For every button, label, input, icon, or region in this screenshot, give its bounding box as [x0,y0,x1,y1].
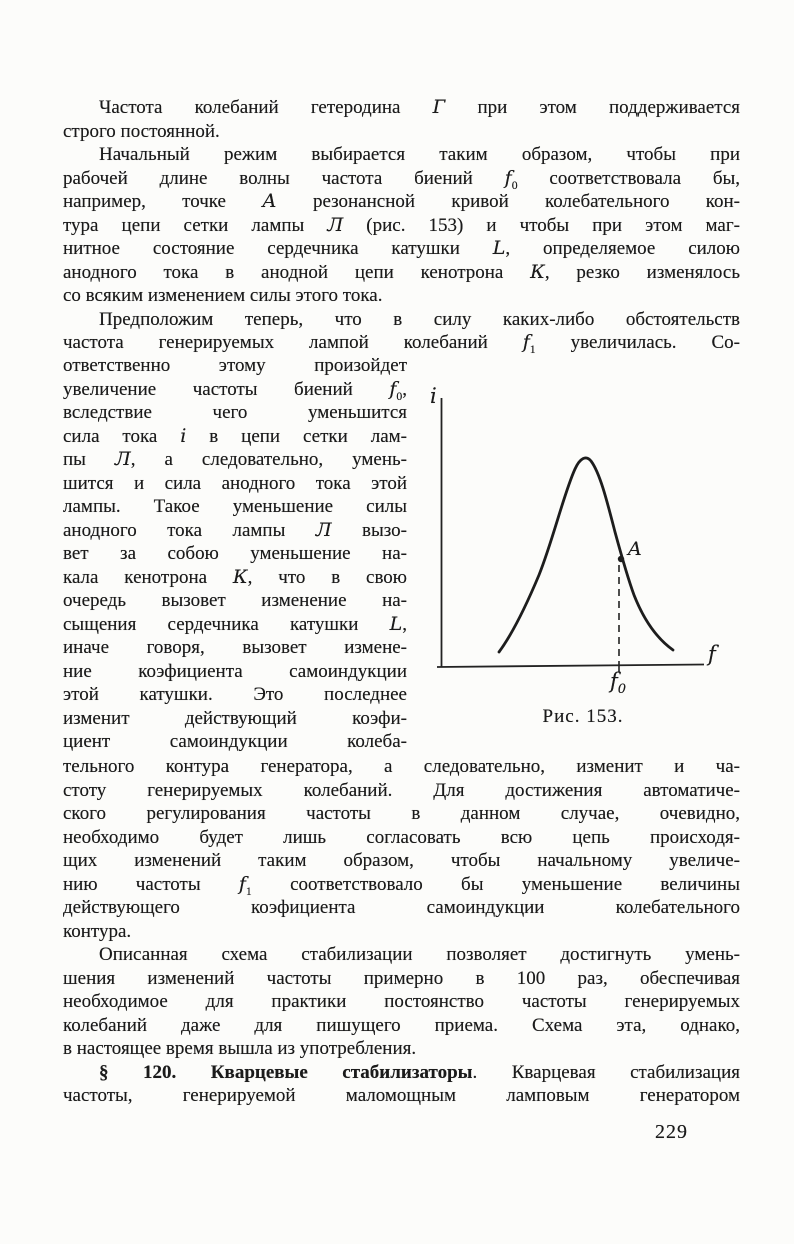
text-line: необходимо будет лишь согласовать всю цепь происходя- [63,826,740,848]
text-line: сила тока i в цепи сетки лам- [63,424,407,447]
text-line: тельного контура генератора, а следовательно, изменит и ча- [63,756,740,777]
text-line: стоту генерируемых колебаний. Для достижения автоматиче- [63,779,740,801]
figure-tick-label: $f_0$ [610,669,627,698]
text-line: нитное состояние сердечника катушки L, определяемое силою [63,237,740,259]
text-line: Предположим теперь, что в силу каких-либо обстоятельств [99,308,740,330]
text-line: Описанная схема стабилизации позволяет достигнуть умень- [99,944,740,965]
text-line: иначе говоря, вызовет измене- [63,637,407,658]
text-line: ответственно этому произойдет [63,355,407,376]
text-line: анодного тока лампы Л вызо- [63,518,407,541]
text-line: § 120. Кварцевые стабилизаторы. Кварцевая стабилизация [99,1061,740,1083]
text-line: анодного тока в анодной цепи кенотрона К, резко изменялось [63,260,740,283]
figure-caption: Рис. 153. [542,706,624,727]
text-line: пы Л, а следовательно, умень- [63,448,407,470]
text-line: необходимое для практики постоянство частоты генерируемых [63,991,740,1012]
text-line: тура цепи сетки лампы Л (рис. 153) и чтобы при этом маг- [63,213,740,236]
text-line: частота генерируемых лампой колебаний $f_1$ увеличилась. Со- [63,331,740,355]
paragraph-block-narrow [63,354,407,754]
text-line: щих изменений таким образом, чтобы начальному увеличе- [63,850,740,871]
text-line: увеличение частоты биений $f_0$, [63,377,407,401]
resonance-curve [499,458,673,652]
text-line: лампы. Такое уменьшение силы [63,496,407,517]
text-line: строго постоянной. [63,120,220,142]
figure-153 [422,382,744,744]
paragraph-block-top [63,96,740,355]
text-line: колебаний даже для пишущего приема. Схема эта, однако, [63,1014,740,1036]
text-line: частоты, генерируемой маломощным ламповым генератором [63,1085,740,1106]
text-line: сыщения сердечника катушки L, [63,612,407,635]
text-line: ского регулирования частоты в данном случае, очевидно, [63,803,740,824]
text-line: ние коэфициента самоиндукции [63,660,407,682]
text-line: вет за собою уменьшение на- [63,543,407,564]
text-line: например, точке А резонансной кривой колебательного кон- [63,190,740,212]
text-line: Частота колебаний гетеродина Г при этом поддерживается [99,96,740,118]
point-a-marker [618,556,624,562]
text-line: этой катушки. Это последнее [63,684,407,705]
text-line: изменит действующий коэфи- [63,707,407,729]
text-line: циент самоиндукции колеба- [63,731,407,752]
text-line: нию частоты $f_1$ соответствовало бы уменьшение величины [63,872,740,896]
text-line: контура. [63,920,132,942]
text-line: шения изменений частоты примерно в 100 раз, обеспечивая [63,967,740,989]
text-line: в настоящее время вышла из употребления. [63,1038,417,1059]
text-line: рабочей длине волны частота биений $f_0$ соответствовала бы, [63,166,740,190]
text-line: вследствие чего уменьшится [63,402,407,423]
figure-y-axis-label: i [430,384,437,408]
page-number: 229 [655,1121,688,1143]
text-line: со всяким изменением силы этого тока. [63,285,383,306]
text-line: действующего коэфициента самоиндукции колебательного [63,897,740,918]
text-line: кала кенотрона К, что в свою [63,565,407,588]
x-axis-line [437,665,704,668]
resonance-curve-plot [422,382,744,704]
text-line: очередь вызовет изменение на- [63,590,407,611]
paragraph-block-bottom [63,755,740,1108]
figure-x-axis-label: f [708,642,716,666]
figure-point-label: A [628,538,642,560]
text-line: Начальный режим выбирается таким образом, чтобы при [99,144,740,165]
text-line: шится и сила анодного тока этой [63,472,407,494]
